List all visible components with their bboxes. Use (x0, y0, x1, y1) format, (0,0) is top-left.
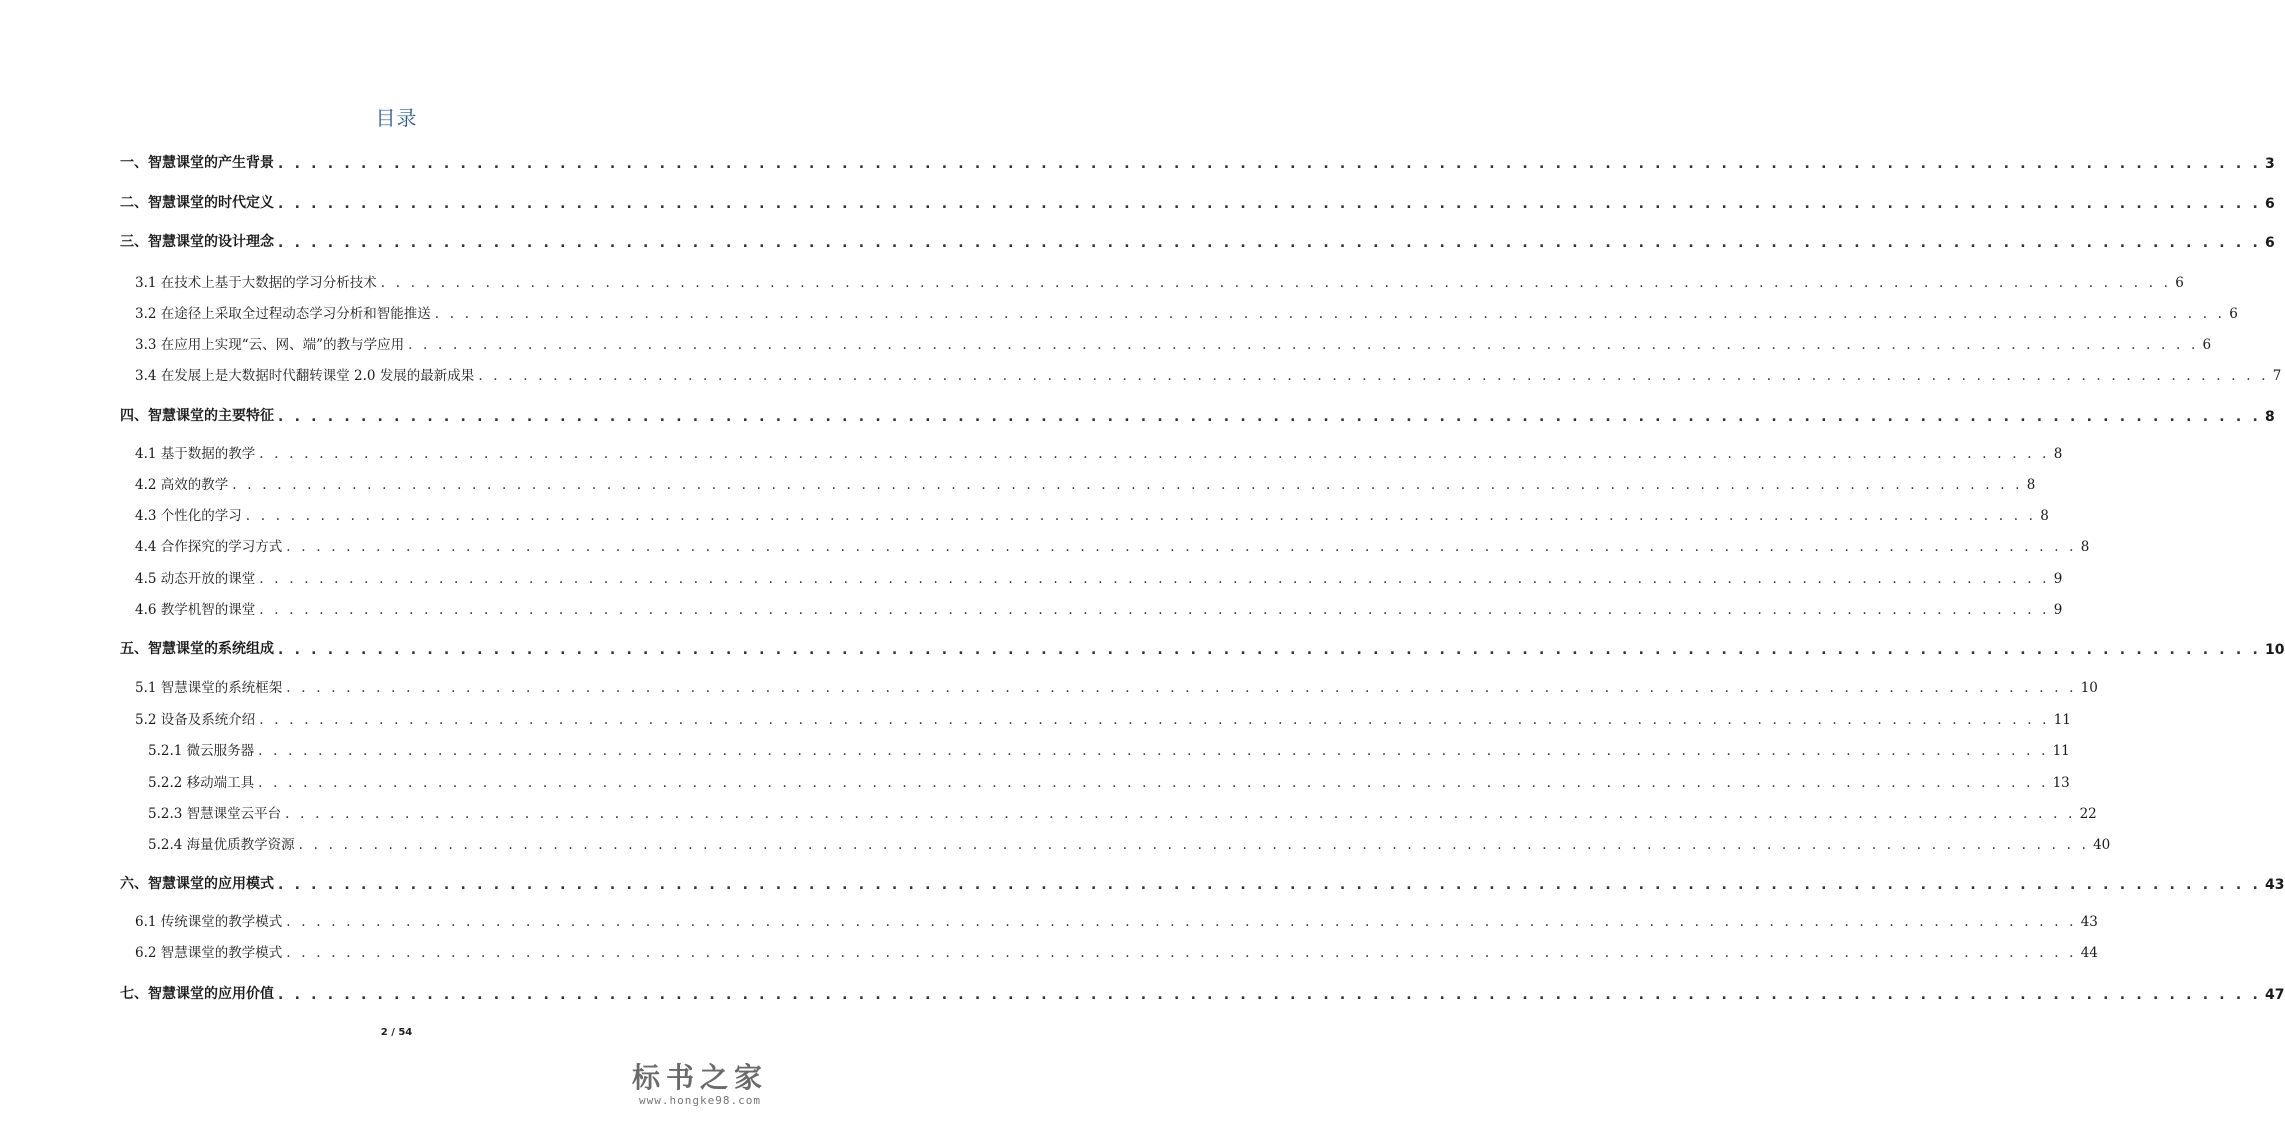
toc-entry[interactable] (120, 871, 2285, 893)
toc-dot-leader: . . . . . . . . . . . . . . . . . . . . . . . . . . . . . . . . . . . . . . . . . . . . . . . . . . . . . . . . . . . . . . . . . . . . . . . . . . . . . . . . . . . . . . . . . . . . . . . . . . . . . . . . . . . . . . . . . . . . . . . . (259, 602, 2050, 618)
toc-entry-page: 10 (2080, 680, 2098, 696)
toc-entry[interactable] (148, 737, 2070, 759)
toc-entry[interactable] (135, 908, 2098, 930)
toc-entry-label: 5.2.2 移动端工具 (148, 775, 255, 791)
toc-entry-label: 4.1 基于数据的教学 (135, 446, 256, 462)
toc-dot-leader: . . . . . . . . . . . . . . . . . . . . . . . . . . . . . . . . . . . . . . . . . . . . . . . . . . . . . . . . . . . . . . . . . . . . . . . . . . . . . . . . . . . . . . . . . . . . . . . . . . . . . . . . . . . . . . . . . . . . . . . . (232, 477, 2023, 493)
toc-entry-page: 9 (2053, 571, 2063, 587)
toc-entry-page: 8 (2265, 409, 2275, 425)
toc-dot-leader: . . . . . . . . . . . . . . . . . . . . . . . . . . . . . . . . . . . . . . . . . . . . . . . . . . . . . . . . . . . . . . . . . . . . . . . . . . . . . . . . . . . . . . . . . . . . . . . . . . . . . . . . . . . . . . . . . . . . . . . . (258, 775, 2049, 791)
toc-entry-page: 3 (2265, 156, 2275, 172)
toc-entry[interactable] (148, 800, 2097, 822)
toc-entry-page: 8 (2080, 539, 2090, 555)
toc-entry-page: 47 (2265, 987, 2285, 1003)
toc-dot-leader: . . . . . . . . . . . . . . . . . . . . . . . . . . . . . . . . . . . . . . . . . . . . . . . . . . . . . . . . . . . . . . . . . . . . . . . . . . . . . . . . . . . . . . . . . . . . . . . . . . . . . . . . . . . . . . . . . . . . . . . . (286, 539, 2077, 555)
toc-entry[interactable] (135, 362, 2282, 384)
watermark-url: www.hongke98.com (639, 1094, 761, 1107)
toc-dot-leader: . . . . . . . . . . . . . . . . . . . . . . . . . . . . . . . . . . . . . . . . . . . . . . . . . . . . . . . . . . . . . . . . . . . . . . . . . . . . . . . . . . . . . . . . . . . . . . . . . . . . . . . . . . . . . . . . . . . . . . . . (408, 337, 2199, 353)
toc-entry[interactable] (135, 300, 2238, 322)
watermark-name: 标书之家 (631, 1061, 768, 1094)
toc-entry[interactable] (135, 706, 2071, 728)
toc-dot-leader: . . . . . . . . . . . . . . . . . . . . . . . . . . . . . . . . . . . . . . . . . . . . . . . . . . . . . . . . . . . . . . . . . . . . . . . . . . . . . . . . . . . . . . . . . . . . . . . . . . . . . . . . . . . . . . . . . . . . . . . . (278, 196, 2262, 212)
toc-entry-page: 6 (2175, 275, 2184, 291)
toc-entry-label: 3.3 在应用上实现“云、网、端”的教与学应用 (135, 337, 405, 353)
toc-dot-leader: . . . . . . . . . . . . . . . . . . . . . . . . . . . . . . . . . . . . . . . . . . . . . . . . . . . . . . . . . . . . . . . . . . . . . . . . . . . . . . . . . . . . . . . . . . . . . . . . . . . . . . . . . . . . . . . . . . . . . . . . (259, 446, 2050, 462)
toc-entry[interactable] (120, 150, 2275, 172)
toc-entry-page: 6 (2229, 306, 2238, 322)
toc-dot-leader: . . . . . . . . . . . . . . . . . . . . . . . . . . . . . . . . . . . . . . . . . . . . . . . . . . . . . . . . . . . . . . . . . . . . . . . . . . . . . . . . . . . . . . . . . . . . . . . . . . . . . . . . . . . . . . . . . . . . . . . . (278, 409, 2262, 425)
toc-entry-label: 4.6 教学机智的课堂 (135, 602, 256, 618)
toc-dot-leader: . . . . . . . . . . . . . . . . . . . . . . . . . . . . . . . . . . . . . . . . . . . . . . . . . . . . . . . . . . . . . . . . . . . . . . . . . . . . . . . . . . . . . . . . . . . . . . . . . . . . . . . . . . . . . . . . . . . . . . . . (286, 945, 2077, 961)
page-title: 目录 (375, 106, 418, 130)
toc-dot-leader: . . . . . . . . . . . . . . . . . . . . . . . . . . . . . . . . . . . . . . . . . . . . . . . . . . . . . . . . . . . . . . . . . . . . . . . . . . . . . . . . . . . . . . . . . . . . . . . . . . . . . . . . . . . . . . . . . . . . . . . . (434, 306, 2226, 322)
toc-entry-label: 一、智慧课堂的产生背景 (120, 155, 274, 171)
toc-entry[interactable] (135, 596, 2063, 618)
toc-entry-page: 7 (2272, 368, 2282, 384)
toc-entry[interactable] (135, 502, 2049, 524)
toc-entry-label: 3.2 在途径上采取全过程动态学习分析和智能推送 (135, 306, 431, 322)
toc-entry-label: 6.2 智慧课堂的教学模式 (135, 945, 283, 961)
toc-dot-leader: . . . . . . . . . . . . . . . . . . . . . . . . . . . . . . . . . . . . . . . . . . . . . . . . . . . . . . . . . . . . . . . . . . . . . . . . . . . . . . . . . . . . . . . . . . . . . . . . . . . . . . . . . . . . . . . . . . . . . . . . (285, 806, 2076, 822)
toc-entry-label: 4.5 动态开放的课堂 (135, 571, 256, 587)
toc-entry[interactable] (135, 471, 2036, 493)
toc-entry[interactable] (120, 229, 2275, 251)
toc-entry[interactable] (120, 403, 2275, 425)
toc-entry-page: 8 (2040, 508, 2049, 524)
toc-entry-page: 6 (2202, 337, 2212, 353)
toc-entry-label: 5.2 设备及系统介绍 (135, 712, 256, 728)
toc-entry-page: 11 (2053, 712, 2071, 728)
toc-entry-page: 9 (2053, 602, 2063, 618)
toc-dot-leader: . . . . . . . . . . . . . . . . . . . . . . . . . . . . . . . . . . . . . . . . . . . . . . . . . . . . . . . . . . . . . . . . . . . . . . . . . . . . . . . . . . . . . . . . . . . . . . . . . . . . . . . . . . . . . . . . . . . . . . . . (286, 914, 2077, 930)
toc-entry[interactable] (135, 533, 2090, 555)
toc-entry-label: 二、智慧课堂的时代定义 (120, 195, 274, 211)
toc-dot-leader: . . . . . . . . . . . . . . . . . . . . . . . . . . . . . . . . . . . . . . . . . . . . . . . . . . . . . . . . . . . . . . . . . . . . . . . . . . . . . . . . . . . . . . . . . . . . . . . . . . . . . . . . . . . . . . . . . . . . . . . . (258, 743, 2049, 759)
toc-entry-label: 三、智慧课堂的设计理念 (120, 234, 274, 250)
toc-entry-page: 6 (2265, 235, 2275, 251)
toc-entry-label: 4.4 合作探究的学习方式 (135, 539, 283, 555)
toc-dot-leader: . . . . . . . . . . . . . . . . . . . . . . . . . . . . . . . . . . . . . . . . . . . . . . . . . . . . . . . . . . . . . . . . . . . . . . . . . . . . . . . . . . . . . . . . . . . . . . . . . . . . . . . . . . . . . . . . . . . . . . . . (278, 235, 2262, 251)
toc-dot-leader: . . . . . . . . . . . . . . . . . . . . . . . . . . . . . . . . . . . . . . . . . . . . . . . . . . . . . . . . . . . . . . . . . . . . . . . . . . . . . . . . . . . . . . . . . . . . . . . . . . . . . . . . . . . . . . . . . . . . . . . . (278, 642, 2262, 658)
toc-entry[interactable] (135, 674, 2098, 696)
toc-entry-label: 四、智慧课堂的主要特征 (120, 408, 274, 424)
toc-entry-label: 七、智慧课堂的应用价值 (120, 986, 274, 1002)
watermark-logo (625, 1062, 775, 1107)
toc-entry-label: 3.1 在技术上基于大数据的学习分析技术 (135, 275, 377, 291)
toc-dot-leader: . . . . . . . . . . . . . . . . . . . . . . . . . . . . . . . . . . . . . . . . . . . . . . . . . . . . . . . . . . . . . . . . . . . . . . . . . . . . . . . . . . . . . . . . . . . . . . . . . . . . . . . . . . . . . . . . . . . . . . . . (278, 156, 2262, 172)
toc-entry[interactable] (135, 269, 2184, 291)
page-number: 2 / 54 (380, 1027, 413, 1038)
toc-entry[interactable] (135, 939, 2098, 961)
toc-entry-label: 5.2.3 智慧课堂云平台 (148, 806, 282, 822)
toc-entry[interactable] (135, 565, 2063, 587)
toc-entry[interactable] (120, 636, 2285, 658)
toc-entry-page: 44 (2080, 945, 2098, 961)
toc-dot-leader: . . . . . . . . . . . . . . . . . . . . . . . . . . . . . . . . . . . . . . . . . . . . . . . . . . . . . . . . . . . . . . . . . . . . . . . . . . . . . . . . . . . . . . . . . . . . . . . . . . . . . . . . . . . . . . . . . . . . . . . . (259, 571, 2050, 587)
toc-entry[interactable] (148, 769, 2070, 791)
toc-entry[interactable] (120, 190, 2275, 212)
toc-dot-leader: . . . . . . . . . . . . . . . . . . . . . . . . . . . . . . . . . . . . . . . . . . . . . . . . . . . . . . . . . . . . . . . . . . . . . . . . . . . . . . . . . . . . . . . . . . . . . . . . . . . . . . . . . . . . . . . . . . . . . . . . (278, 987, 2262, 1003)
toc-entry[interactable] (148, 831, 2111, 853)
toc-entry-label: 6.1 传统课堂的教学模式 (135, 914, 283, 930)
toc-entry-page: 40 (2093, 837, 2111, 853)
toc-entry-label: 五、智慧课堂的系统组成 (120, 641, 274, 657)
toc-entry-page: 6 (2265, 196, 2275, 212)
toc-entry-label: 5.1 智慧课堂的系统框架 (135, 680, 283, 696)
toc-entry-label: 4.2 高效的教学 (135, 477, 229, 493)
toc-entry-page: 13 (2052, 775, 2070, 791)
toc-dot-leader: . . . . . . . . . . . . . . . . . . . . . . . . . . . . . . . . . . . . . . . . . . . . . . . . . . . . . . . . . . . . . . . . . . . . . . . . . . . . . . . . . . . . . . . . . . . . . . . . . . . . . . . . . . . . . . . . . . . . . . . . (245, 508, 2037, 524)
toc-dot-leader: . . . . . . . . . . . . . . . . . . . . . . . . . . . . . . . . . . . . . . . . . . . . . . . . . . . . . . . . . . . . . . . . . . . . . . . . . . . . . . . . . . . . . . . . . . . . . . . . . . . . . . . . . . . . . . . . . . . . . . . . (298, 837, 2090, 853)
toc-entry[interactable] (135, 440, 2063, 462)
toc-entry-label: 5.2.4 海量优质教学资源 (148, 837, 295, 853)
toc-entry-label: 5.2.1 微云服务器 (148, 743, 255, 759)
toc-dot-leader: . . . . . . . . . . . . . . . . . . . . . . . . . . . . . . . . . . . . . . . . . . . . . . . . . . . . . . . . . . . . . . . . . . . . . . . . . . . . . . . . . . . . . . . . . . . . . . . . . . . . . . . . . . . . . . . . . . . . . . . . (259, 712, 2050, 728)
toc-entry[interactable] (120, 981, 2285, 1003)
toc-entry-page: 11 (2052, 743, 2070, 759)
toc-entry-label: 3.4 在发展上是大数据时代翻转课堂 2.0 发展的最新成果 (135, 368, 475, 384)
toc-dot-leader: . . . . . . . . . . . . . . . . . . . . . . . . . . . . . . . . . . . . . . . . . . . . . . . . . . . . . . . . . . . . . . . . . . . . . . . . . . . . . . . . . . . . . . . . . . . . . . . . . . . . . . . . . . . . . . . . . . . . . . . . (380, 275, 2172, 291)
toc-entry-label: 4.3 个性化的学习 (135, 508, 242, 524)
toc-entry-page: 43 (2080, 914, 2098, 930)
toc-dot-leader: . . . . . . . . . . . . . . . . . . . . . . . . . . . . . . . . . . . . . . . . . . . . . . . . . . . . . . . . . . . . . . . . . . . . . . . . . . . . . . . . . . . . . . . . . . . . . . . . . . . . . . . . . . . . . . . . . . . . . . . . (278, 877, 2262, 893)
toc-entry-label: 六、智慧课堂的应用模式 (120, 876, 274, 892)
toc-entry-page: 43 (2265, 877, 2285, 893)
toc-entry[interactable] (135, 331, 2212, 353)
toc-entry-page: 10 (2265, 642, 2285, 658)
toc-dot-leader: . . . . . . . . . . . . . . . . . . . . . . . . . . . . . . . . . . . . . . . . . . . . . . . . . . . . . . . . . . . . . . . . . . . . . . . . . . . . . . . . . . . . . . . . . . . . . . . . . . . . . . . . . . . . . . . . . . . . . . . . (286, 680, 2077, 696)
toc-entry-page: 8 (2053, 446, 2063, 462)
toc-dot-leader: . . . . . . . . . . . . . . . . . . . . . . . . . . . . . . . . . . . . . . . . . . . . . . . . . . . . . . . . . . . . . . . . . . . . . . . . . . . . . . . . . . . . . . . . . . . . . . . . . . . . . . . . . . . . . . . . . . . . . . . . (478, 368, 2269, 384)
toc-entry-page: 8 (2026, 477, 2036, 493)
toc-entry-page: 22 (2079, 806, 2097, 822)
